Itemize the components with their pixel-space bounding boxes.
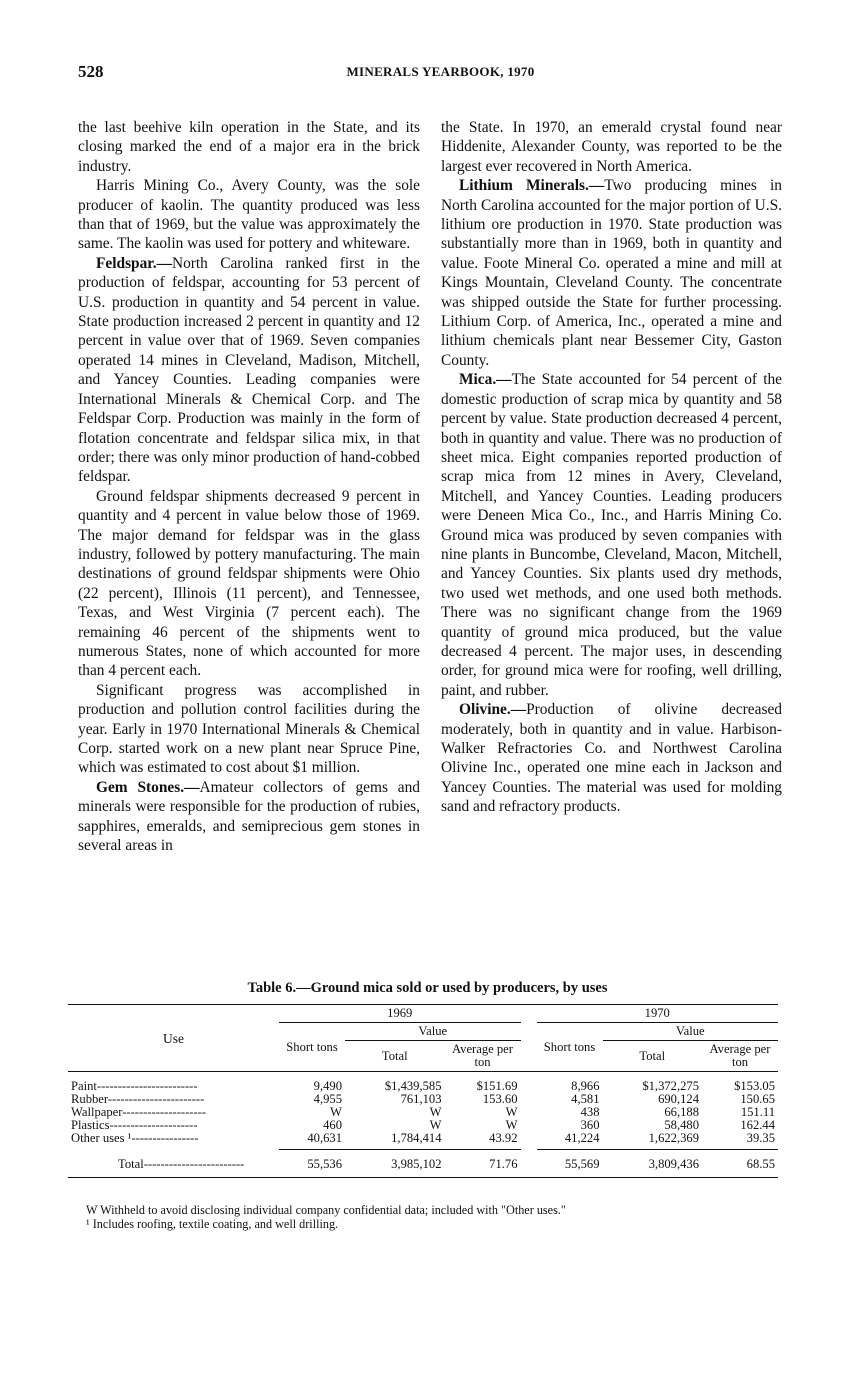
paragraph-text: North Carolina ranked first in the production of feldspar, accounting for 53 percent of U.S. production in quantity and 54 percent in value. State production increased 2 percent in quantity and 12 percent in value over that of 1969. Seven companies operated 14 mines in Cleveland, Madison, Mitchell, and Yancey Counties. Leading companies were International Minerals & Chemical Corp. and The Feldspar Corp. Production was mainly in the form of flotation concentrate and feldspar silica mix, in that order; there was only minor production of hand-cobbed feldspar.: [78, 254, 420, 486]
cell-t70: 438: [580, 1105, 600, 1119]
col-header-1969: 1969: [279, 1005, 521, 1023]
leader-dots: --------------------: [122, 1105, 207, 1119]
paragraph-text: Two producing mines in North Carolina accounted for the major portion of U.S. lithium ore production in 1970. State production was substantially more than in 1969, both in quantity and value. Foote Mineral Co. operated a mine and mill at Kings Mountain, Cleveland County. The concentrate was shipped outside the State for further processing. Lithium Corp. of America, Inc., operated a mine and lithium chemicals plant near Bessemer City, Gaston County.: [441, 177, 782, 369]
cell-v69: W: [429, 1118, 442, 1132]
use-label: Paint: [71, 1079, 97, 1093]
cell-v69: W: [429, 1105, 442, 1119]
leader-dots: ---------------------: [109, 1118, 198, 1132]
cell-gap: [521, 1132, 537, 1150]
use-label: Other uses ¹: [71, 1131, 132, 1146]
page-header: [78, 62, 783, 86]
cell-gap: [521, 1072, 537, 1094]
paragraph-text: Amateur collectors of gems and minerals were responsible for the production of rubies, sapphires, emeralds, and semiprecious gem stones in several areas in: [78, 778, 420, 855]
table-title: Table 6.—Ground mica sold or used by producers, by uses: [247, 980, 608, 996]
cell-use: [68, 1119, 279, 1132]
cell-a69: 43.92: [489, 1131, 518, 1145]
paragraph-text: Significant progress was accomplished in production and pollution control facilities during the year. Early in 1970 International Minerals & Chemical Corp. started work on a new plant near Spruce Pine, which was estimated to cost about $1 million.: [78, 681, 420, 777]
col-header-value-1969: Value: [345, 1023, 521, 1041]
footnote-w: W Withheld to avoid disclosing individual company confidential data; included with "Other uses.": [86, 1203, 566, 1217]
cell-gap: [521, 1119, 537, 1132]
paragraph-text: the State. In 1970, an emerald crystal found near Hiddenite, Alexander County, was reported to be the largest ever recovered in North America.: [441, 119, 782, 175]
paragraph: [78, 487, 420, 681]
cell-use: [68, 1072, 279, 1094]
leader-dots: ------------------------: [143, 1156, 245, 1171]
run-in-heading: Feldspar.—: [96, 254, 172, 272]
table-total-row: [68, 1150, 778, 1178]
cell-t69: 55,536: [279, 1150, 345, 1178]
run-in-heading: Olivine.—: [459, 701, 527, 719]
col-gap: [521, 1005, 537, 1023]
paragraph-text: Production of olivine decreased moderately, both in quantity and in value. Harbison-Walker Refractories Co. and Northwest Carolina Olivine Inc., operated one mine each in Jackson and Yancey Counties. The material was used for molding sand and refractory products.: [441, 701, 782, 816]
cell-t69: 460: [323, 1118, 342, 1132]
cell-a69: $151.69: [476, 1079, 518, 1093]
col-header-total-1969: Total: [381, 1048, 408, 1063]
col-header-short-tons-1970: Short tons: [543, 1039, 596, 1054]
cell-v70: 66,188: [664, 1105, 699, 1119]
leader-dots: ------------------------: [96, 1079, 198, 1093]
col-header-total-1970: Total: [639, 1048, 666, 1063]
col-header-avg-1970: Average per ton: [709, 1042, 771, 1069]
use-label: Wallpaper: [71, 1105, 123, 1119]
paragraph: [441, 700, 782, 816]
cell-v70: $1,372,275: [642, 1079, 699, 1093]
cell-v70: 690,124: [658, 1092, 699, 1106]
paragraph: [441, 176, 782, 370]
ground-mica-table: [68, 1004, 778, 1178]
cell-t70: 360: [580, 1118, 600, 1132]
cell-use: [68, 1150, 279, 1178]
cell-a69: 71.76: [445, 1150, 521, 1178]
cell-use: [68, 1132, 279, 1150]
use-label: Rubber: [71, 1092, 108, 1106]
paragraph-text: Ground feldspar shipments decreased 9 percent in quantity and 4 percent in value below those of 1969. The major demand for feldspar was in the glass industry, followed by pottery manufacturing. The main destinations of ground feldspar shipments were Ohio (22 percent), Illinois (11 percent), and Tennessee, Texas, and West Virginia (7 percent each). The remaining 46 percent of the shipments went to numerous States, none of which accounted for more than 4 percent each.: [78, 487, 420, 680]
cell-a70: 150.65: [740, 1092, 775, 1106]
col-header-short-tons-1969: Short tons: [286, 1039, 338, 1054]
paragraph: [78, 176, 420, 254]
table-row: [68, 1072, 778, 1094]
cell-a70: 39.35: [746, 1131, 775, 1145]
run-in-heading: Mica.—: [459, 371, 512, 389]
table-footnotes: [86, 1204, 786, 1231]
cell-gap: [521, 1106, 537, 1119]
use-label: Total: [118, 1156, 144, 1171]
left-column: [78, 118, 420, 855]
run-in-heading: Lithium Minerals.—: [459, 177, 605, 195]
cell-t70: 55,569: [537, 1150, 603, 1178]
cell-gap: [521, 1150, 537, 1178]
paragraph: [441, 370, 782, 700]
paragraph: [441, 118, 782, 176]
page-number: 528: [78, 62, 104, 81]
cell-v69: 1,784,414: [391, 1131, 442, 1145]
cell-t69: 4,955: [313, 1092, 342, 1106]
cell-t70: 41,224: [564, 1131, 600, 1145]
running-title: MINERALS YEARBOOK, 1970: [346, 64, 535, 79]
cell-t69: W: [330, 1105, 342, 1119]
footnote-1: ¹ Includes roofing, textile coating, and well drilling.: [86, 1216, 339, 1231]
cell-v69: 3,985,102: [345, 1150, 445, 1178]
leader-dots: ----------------: [131, 1131, 199, 1146]
cell-t70: 4,581: [571, 1092, 600, 1106]
use-label: Plastics: [71, 1118, 110, 1132]
paragraph: [78, 118, 420, 176]
cell-a70: $153.05: [734, 1079, 775, 1093]
paragraph: [78, 681, 420, 778]
paragraph: [78, 254, 420, 487]
col-gap: [521, 1041, 537, 1072]
col-header-value-1970: Value: [603, 1023, 779, 1041]
col-header-avg-1969: Average per ton: [452, 1042, 513, 1069]
paragraph-text: The State accounted for 54 percent of the domestic production of scrap mica by quantity and 58 percent by value. State production decreased 4 percent, both in quantity and value. There was no production of sheet mica. Eight companies reported production of scrap mica from 12 mines in Avery, Cleveland, Mitchell, and Yancey Counties. Leading producers were Deneen Mica Co., Inc., and Harris Mining Co. Ground mica was produced by seven companies with nine plants in Buncombe, Cleveland, Macon, Mitchell, and Yancey Counties. Six plants used dry methods, two used wet methods, and one used both methods. There was no significant change from the 1969 quantity of ground mica produced, but the value decreased 4 percent. The major uses, in descending order, for ground mica were for roofing, well drilling, paint, and rubber.: [441, 371, 782, 699]
col-header-use: Use: [163, 1030, 184, 1046]
cell-v70: 58,480: [664, 1118, 699, 1132]
cell-a69: W: [505, 1105, 518, 1119]
cell-v69: 761,103: [400, 1092, 442, 1106]
run-in-heading: Gem Stones.—: [96, 778, 200, 796]
cell-t69: 9,490: [313, 1079, 342, 1093]
col-gap: [521, 1023, 537, 1041]
cell-a70: 68.55: [702, 1150, 778, 1178]
paragraph-text: the last beehive kiln operation in the State, and its closing marked the end of a major era in the brick industry.: [78, 119, 420, 175]
cell-a70: 162.44: [740, 1118, 775, 1132]
cell-t69: 40,631: [307, 1131, 342, 1145]
cell-v70: 1,622,369: [648, 1131, 699, 1145]
cell-v70: 3,809,436: [603, 1150, 703, 1178]
paragraph: [78, 778, 420, 856]
table-row: [68, 1132, 778, 1150]
cell-a69: 153.60: [482, 1092, 518, 1106]
col-header-1970: 1970: [537, 1005, 779, 1023]
cell-gap: [521, 1093, 537, 1106]
paragraph-text: Harris Mining Co., Avery County, was the sole producer of kaolin. The quantity produced was less than that of 1969, but the value was approximately the same. The kaolin was used for pottery and whiteware.: [78, 177, 420, 253]
cell-t70: 8,966: [571, 1079, 600, 1093]
cell-a69: W: [505, 1118, 518, 1132]
right-column: [441, 118, 782, 817]
leader-dots: -----------------------: [107, 1092, 205, 1106]
cell-v69: $1,439,585: [384, 1079, 442, 1093]
cell-a70: 151.11: [740, 1105, 775, 1119]
